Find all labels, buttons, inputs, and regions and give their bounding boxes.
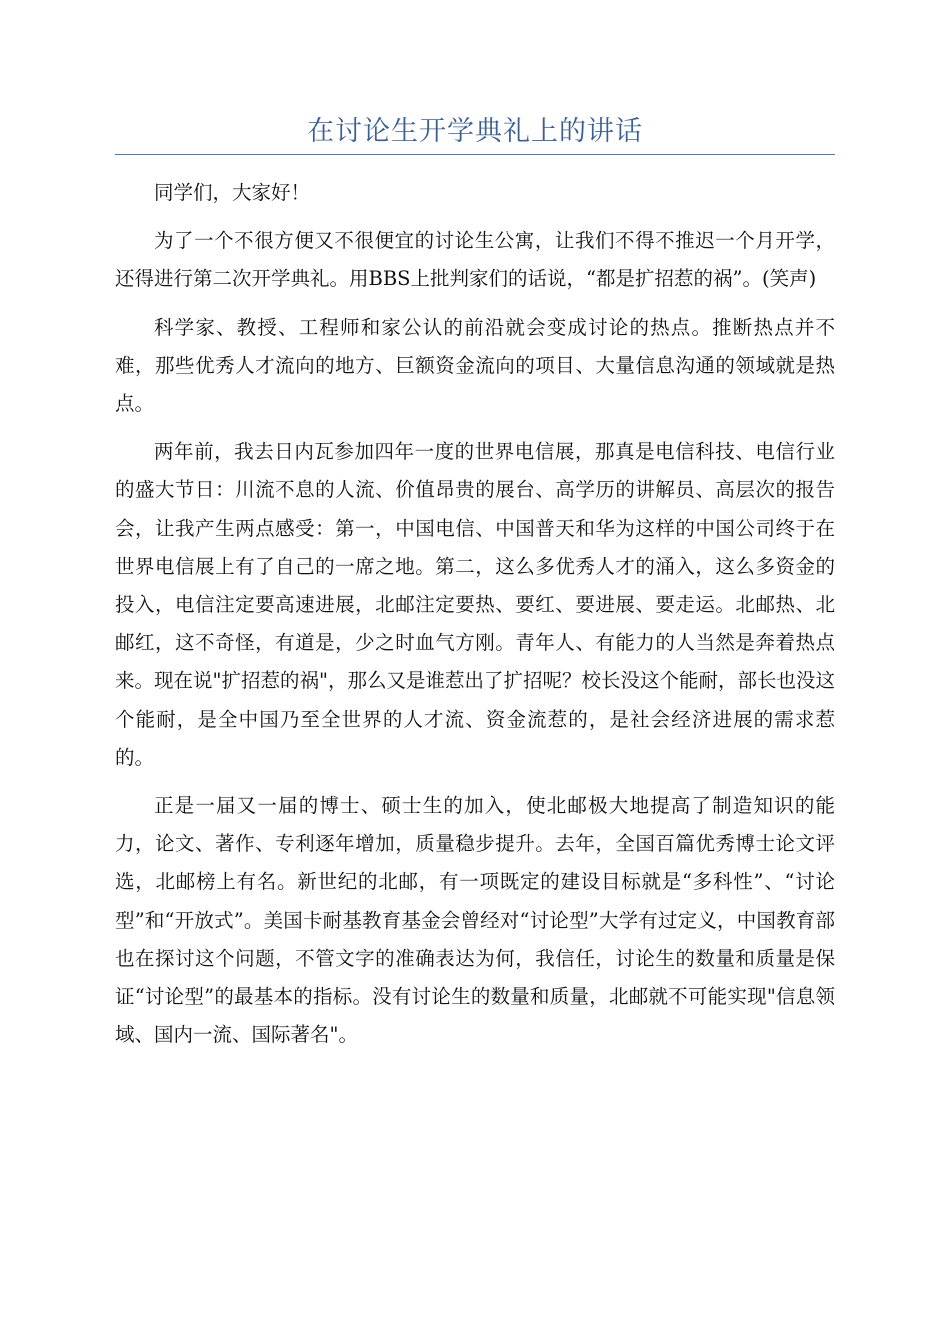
document-title: 在讨论生开学典礼上的讲话 (307, 116, 643, 147)
document-body (115, 174, 835, 1064)
title-underline (115, 154, 835, 155)
paragraph: 两年前，我去日内瓦参加四年一度的世界电信展，那真是电信科技、电信行业的盛大节日：川流不息的人流、价值昂贵的展台、高学历的讲解员、高层次的报告会，让我产生两点感受：第一，中国电信、中国普天和华为这样的中国公司终于在世界电信展上有了自己的一席之地。第二，这么多优秀人才的涌入，这么多资金的投入，电信注定要高速进展，北邮注定要热、要红、要进展、要走运。北邮热、北邮红，这不奇怪，有道是，少之时血气方刚。青年人、有能力的人当然是奔着热点来。现在说"扩招惹的祸"，那么又是谁惹出了扩招呢？校长没这个能耐，部长也没这个能耐，是全中国乃至全世界的人才流、资金流惹的，是社会经济进展的需求惹的。 (115, 440, 835, 769)
paragraph: 科学家、教授、工程师和家公认的前沿就会变成讨论的热点。推断热点并不难，那些优秀人才流向的地方、巨额资金流向的项目、大量信息沟通的领域就是热点。 (115, 315, 835, 416)
paragraph: 正是一届又一届的博士、硕士生的加入，使北邮极大地提高了制造知识的能力，论文、著作、专利逐年增加，质量稳步提升。去年，全国百篇优秀博士论文评选，北邮榜上有名。新世纪的北邮，有一项既定的建设目标就是“多科性”、“讨论型”和“开放式”。美国卡耐基教育基金会曾经对“讨论型”大学有过定义，中国教育部也在探讨这个问题，不管文字的准确表达为何，我信任，讨论生的数量和质量是保证“讨论型”的最基本的指标。没有讨论生的数量和质量，北邮就不可能实现"信息领域、国内一流、国际著名"。 (115, 794, 835, 1047)
paragraph-greeting: 同学们，大家好！ (154, 181, 311, 204)
paragraph: 为了一个不很方便又不很便宜的讨论生公寓，让我们不得不推迟一个月开学，还得进行第二次开学典礼。用BBS上批判家们的话说，“都是扩招惹的祸”。(笑声) (115, 229, 835, 291)
